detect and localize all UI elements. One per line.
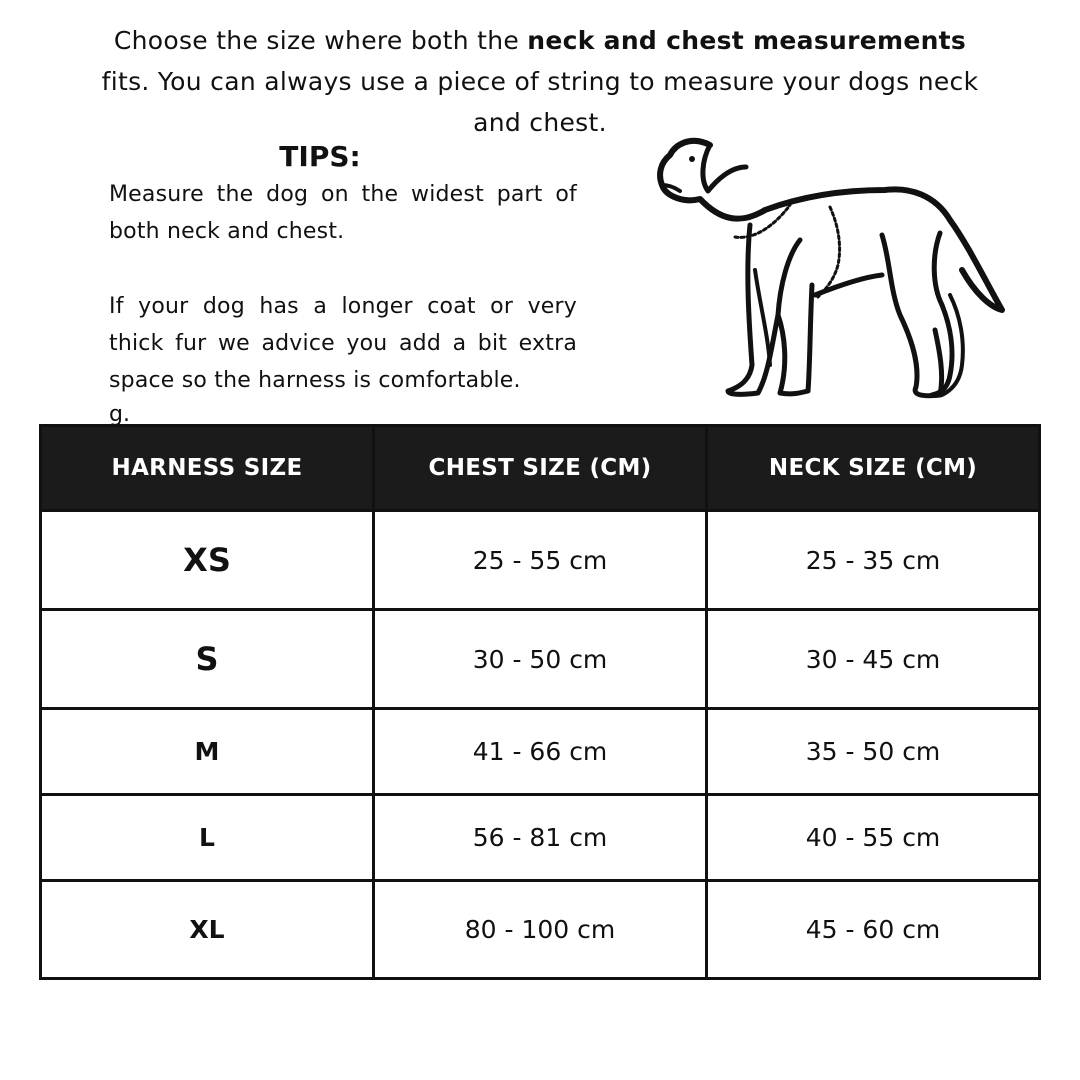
size-cell: M: [41, 709, 374, 795]
neck-cell: 40 - 55 cm: [707, 795, 1040, 881]
neck-cell: 45 - 60 cm: [707, 881, 1040, 979]
intro-after: fits. You can always use a piece of string to measure your dogs neck and chest.: [101, 67, 979, 137]
intro-bold: neck and chest measurements: [527, 26, 967, 55]
table-row: [41, 511, 1040, 610]
size-cell: XL: [41, 881, 374, 979]
chest-cell: 80 - 100 cm: [374, 881, 707, 979]
table-row: [41, 709, 1040, 795]
table-row: [41, 795, 1040, 881]
header-chest-size: CHEST SIZE (CM): [374, 426, 707, 511]
neck-cell: 30 - 45 cm: [707, 610, 1040, 709]
size-cell: XS: [41, 511, 374, 610]
chest-cell: 56 - 81 cm: [374, 795, 707, 881]
chest-cell: 25 - 55 cm: [374, 511, 707, 610]
table-row: [41, 881, 1040, 979]
chest-cell: 41 - 66 cm: [374, 709, 707, 795]
tip-measure: Measure the dog on the widest part of both neck and chest.: [109, 182, 577, 244]
neck-cell: 25 - 35 cm: [707, 511, 1040, 610]
tip-coat: If your dog has a longer coat or very thick fur we advice you add a bit extra space so the harness is comfortable.: [109, 294, 577, 393]
chest-cell: 30 - 50 cm: [374, 610, 707, 709]
table-row: [41, 610, 1040, 709]
intro-before: Choose the size where both the: [113, 26, 528, 55]
table-header-row: [41, 426, 1040, 511]
size-cell: S: [41, 610, 374, 709]
dog-harness-icon: [650, 125, 1010, 405]
header-harness-size: HARNESS SIZE: [41, 426, 374, 511]
stray-text: g.: [109, 402, 130, 424]
header-neck-size: NECK SIZE (CM): [707, 426, 1040, 511]
size-cell: L: [41, 795, 374, 881]
size-table: [39, 424, 1041, 980]
neck-cell: 35 - 50 cm: [707, 709, 1040, 795]
tips-title: TIPS:: [279, 140, 361, 173]
